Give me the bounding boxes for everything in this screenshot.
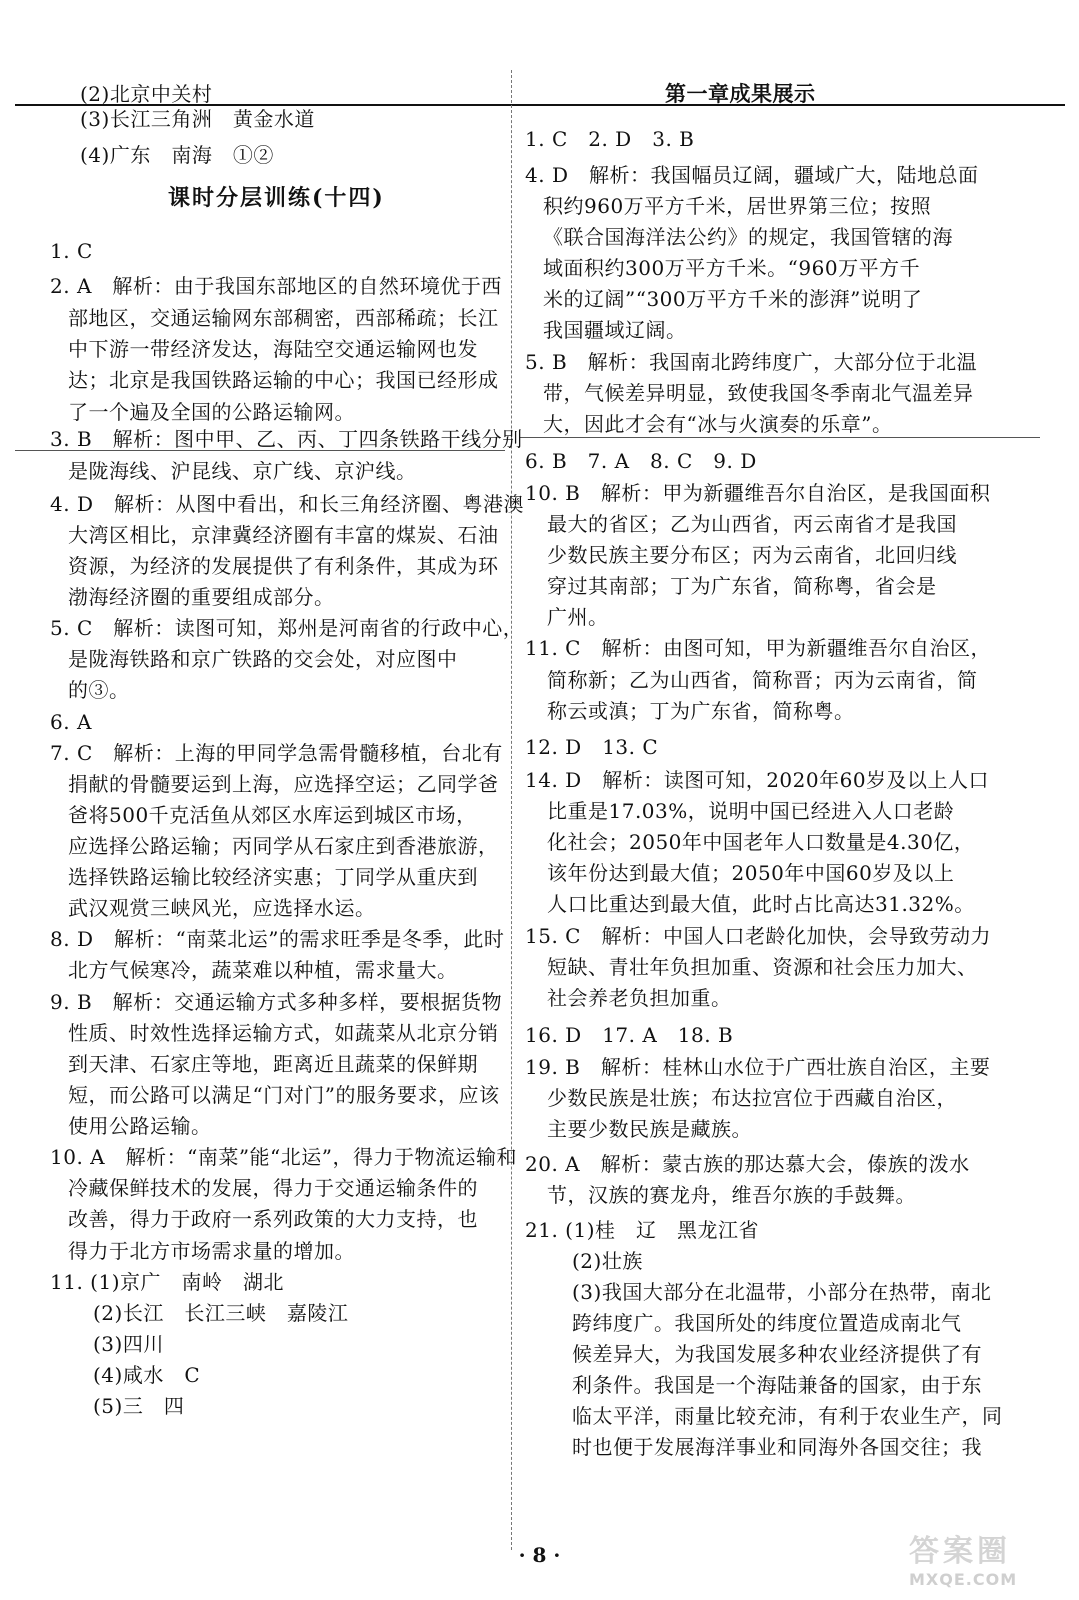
page-number: · 8 ·: [518, 1543, 561, 1567]
right-line: 临太平洋，雨量比较充沛，有利于农业生产，同: [572, 1404, 1003, 1428]
right-line: 域面积约300万平方千米。“960万平方千: [543, 256, 921, 280]
left-line: 6. A: [50, 710, 92, 734]
left-line: 中下游一带经济发达，海陆空交通运输网也发: [68, 337, 478, 361]
right-line: 比重是17.03%，说明中国已经进入人口老龄: [547, 799, 955, 823]
left-line: 到天津、石家庄等地，距离近且蔬菜的保鲜期: [68, 1052, 478, 1076]
right-line: 候差异大，为我国发展多种农业经济提供了有: [572, 1342, 982, 1366]
left-line: 7. C 解析：上海的甲同学急需骨髓移植，台北有: [50, 741, 503, 765]
right-line: 最大的省区；乙为山西省，丙云南省才是我国: [547, 512, 957, 536]
right-line: 21. (1)桂 辽 黑龙江省: [525, 1218, 759, 1242]
right-line: 15. C 解析：中国人口老龄化加快，会导致劳动力: [525, 924, 991, 948]
right-line: 11. C 解析：由图可知，甲为新疆维吾尔自治区，: [525, 636, 991, 660]
right-line: 时也便于发展海洋事业和同海外各国交往；我: [572, 1435, 982, 1459]
right-line: 带，气候差异明显，致使我国冬季南北气温差异: [543, 381, 974, 405]
left-line: 大湾区相比，京津冀经济圈有丰富的煤炭、石油: [68, 523, 499, 547]
right-line: 积约960万平方千米，居世界第三位；按照: [543, 194, 932, 218]
right-line: 米的辽阔”“300万平方千米的澎湃”说明了: [543, 287, 923, 311]
right-line: 短缺、青壮年负担加重、资源和社会压力加大、: [547, 955, 978, 979]
column-separator: [511, 70, 512, 1550]
left-line: 8. D 解析：“南菜北运”的需求旺季是冬季，此时: [50, 927, 505, 951]
right-line: 1. C 2. D 3. B: [525, 127, 695, 151]
right-line: 主要少数民族是藏族。: [547, 1117, 752, 1141]
left-line: 10. A 解析：“南菜”能“北运”，得力于物流运输和: [50, 1145, 518, 1169]
right-line: (2)壮族: [572, 1249, 643, 1273]
right-line: 19. B 解析：桂林山水位于广西壮族自治区，主要: [525, 1055, 991, 1079]
right-line: 5. B 解析：我国南北跨纬度广，大部分位于北温: [525, 350, 978, 374]
left-line: 渤海经济圈的重要组成部分。: [68, 585, 335, 609]
right-line: 20. A 解析：蒙古族的那达慕大会，傣族的泼水: [525, 1152, 970, 1176]
left-line: 使用公路运输。: [68, 1114, 212, 1138]
left-line: 2. A 解析：由于我国东部地区的自然环境优于西: [50, 274, 502, 298]
left-line: 的③。: [68, 678, 130, 702]
right-line: 节，汉族的赛龙舟，维吾尔族的手鼓舞。: [547, 1183, 916, 1207]
left-line: (5)三 四: [93, 1394, 185, 1418]
right-line: 6. B 7. A 8. C 9. D: [525, 449, 757, 473]
left-line: 了一个遍及全国的公路运输网。: [68, 400, 355, 424]
right-line: (3)我国大部分在北温带，小部分在热带，南北: [572, 1280, 992, 1304]
left-header-text: (2)北京中关村: [80, 82, 213, 106]
left-line: 3. B 解析：图中甲、乙、丙、丁四条铁路干线分别: [50, 427, 523, 451]
left-line: 武汉观赏三峡风光，应选择水运。: [68, 896, 376, 920]
right-line: 跨纬度广。我国所处的纬度位置造成南北气: [572, 1311, 962, 1335]
left-line: 部地区，交通运输网东部稠密，西部稀疏；长江: [68, 306, 499, 330]
watermark: [909, 1526, 1059, 1589]
right-line: 4. D 解析：我国幅员辽阔，疆域广大，陆地总面: [525, 163, 979, 187]
chapter-title: 第一章成果展示: [665, 81, 816, 106]
right-line: 穿过其南部；丁为广东省，简称粤，省会是: [547, 574, 937, 598]
right-line: 14. D 解析：读图可知，2020年60岁及以上人口: [525, 768, 990, 792]
left-line: 9. B 解析：交通运输方式多种多样，要根据货物: [50, 990, 503, 1014]
left-line: 资源，为经济的发展提供了有利条件，其成为环: [68, 554, 499, 578]
watermark-url: MXQE.COM: [909, 1570, 1018, 1589]
right-line: 12. D 13. C: [525, 735, 659, 759]
right-line: 称云或滇；丁为广东省，简称粤。: [547, 699, 855, 723]
right-line: 《联合国海洋法公约》的规定，我国管辖的海: [543, 225, 953, 249]
right-line: 大，因此才会有“冰与火演奏的乐章”。: [543, 412, 893, 436]
left-line: 是陇海铁路和京广铁路的交会处，对应图中: [68, 647, 458, 671]
left-line: 短，而公路可以满足“门对门”的服务要求，应该: [68, 1083, 500, 1107]
right-line: 我国疆域辽阔。: [543, 318, 687, 342]
left-line: (3)四川: [93, 1332, 164, 1356]
left-line: 冷藏保鲜技术的发展，得力于交通运输条件的: [68, 1176, 478, 1200]
right-line: 该年份达到最大值；2050年中国60岁及以上: [547, 861, 955, 885]
left-line: 性质、时效性选择运输方式，如蔬菜从北京分销: [68, 1021, 499, 1045]
left-line: 4. D 解析：从图中看出，和长三角经济圈、粤港澳: [50, 492, 524, 516]
right-line: 16. D 17. A 18. B: [525, 1023, 734, 1047]
left-line: 达；北京是我国铁路运输的中心；我国已经形成: [68, 368, 499, 392]
right-line: 化社会；2050年中国老年人口数量是4.30亿，: [547, 830, 975, 854]
right-line: 利条件。我国是一个海陆兼备的国家，由于东: [572, 1373, 982, 1397]
right-line: 少数民族是壮族；布达拉宫位于西藏自治区，: [547, 1086, 957, 1110]
left-line: 应选择公路运输；丙同学从石家庄到香港旅游，: [68, 834, 499, 858]
right-line: 简称新；乙为山西省，简称晋；丙为云南省，简: [547, 668, 978, 692]
left-line: 捐献的骨髓要运到上海，应选择空运；乙同学爸: [68, 772, 499, 796]
left-line: (2)长江 长江三峡 嘉陵江: [93, 1301, 349, 1325]
right-line: 社会养老负担加重。: [547, 986, 732, 1010]
left-line: 5. C 解析：读图可知，郑州是河南省的行政中心，: [50, 616, 524, 640]
left-line: 爸将500千克活鱼从郊区水库运到城区市场，: [68, 803, 477, 827]
right-line: 广州。: [547, 605, 609, 629]
right-line: 少数民族主要分布区；丙为云南省，北回归线: [547, 543, 957, 567]
watermark-logo-text: 答案圈: [909, 1534, 1011, 1569]
left-line: 北方气候寒冷，蔬菜难以种植，需求量大。: [68, 958, 458, 982]
left-line: 得力于北方市场需求量的增加。: [68, 1239, 355, 1263]
section-title: 课时分层训练(十四): [168, 185, 385, 211]
left-line: 是陇海线、沪昆线、京广线、京沪线。: [68, 459, 417, 483]
left-line: (3)长江三角洲 黄金水道: [80, 107, 315, 131]
right-line: 10. B 解析：甲为新疆维吾尔自治区，是我国面积: [525, 481, 991, 505]
left-line: (4)广东 南海 ①②: [80, 143, 274, 167]
left-line: (4)咸水 C: [93, 1363, 201, 1387]
left-line: 1. C: [50, 239, 93, 263]
left-line: 11. (1)京广 南岭 湖北: [50, 1270, 284, 1294]
left-line: 选择铁路运输比较经济实惠；丁同学从重庆到: [68, 865, 478, 889]
right-line: 人口比重达到最大值，此时占比高达31.32%。: [547, 892, 975, 916]
left-line: 改善，得力于政府一系列政策的大力支持，也: [68, 1207, 478, 1231]
